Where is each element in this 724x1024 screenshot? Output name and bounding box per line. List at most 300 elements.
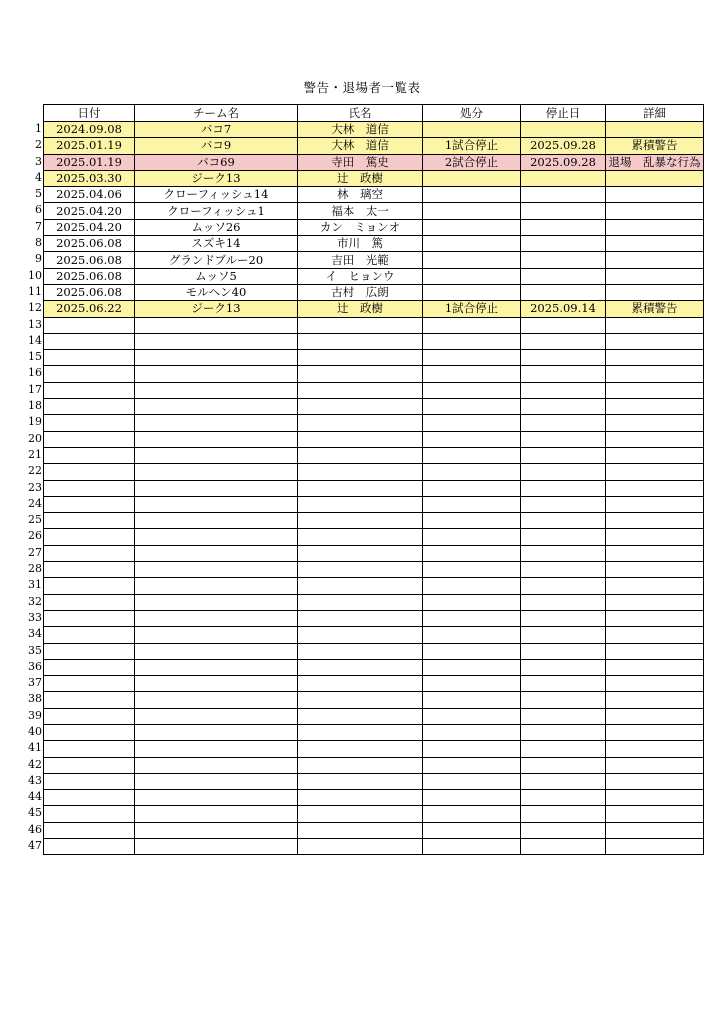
- cell-name[interactable]: カン ミョンオ: [298, 219, 423, 235]
- cell-stop-date[interactable]: [521, 578, 606, 594]
- cell-team[interactable]: [135, 545, 298, 561]
- cell-date[interactable]: [44, 610, 135, 626]
- cell-stop-date[interactable]: [521, 399, 606, 415]
- header-team: チーム名: [135, 105, 298, 122]
- cell-penalty[interactable]: [423, 268, 521, 284]
- cell-date[interactable]: [44, 627, 135, 643]
- table-row: [44, 170, 704, 186]
- cell-date[interactable]: [44, 350, 135, 366]
- cell-date[interactable]: [44, 333, 135, 349]
- cell-penalty[interactable]: [423, 806, 521, 822]
- cell-team[interactable]: [135, 708, 298, 724]
- cell-stop-date[interactable]: [521, 708, 606, 724]
- cell-detail[interactable]: [606, 464, 704, 480]
- cell-date[interactable]: [44, 415, 135, 431]
- cell-stop-date[interactable]: [521, 284, 606, 300]
- row-number: 36: [28, 659, 42, 673]
- cell-penalty[interactable]: 2試合停止: [423, 154, 521, 170]
- cell-detail[interactable]: [606, 122, 704, 138]
- row-number: 26: [28, 529, 42, 543]
- cell-stop-date[interactable]: [521, 643, 606, 659]
- cell-stop-date[interactable]: [521, 480, 606, 496]
- cell-penalty[interactable]: [423, 399, 521, 415]
- cell-detail[interactable]: [606, 627, 704, 643]
- penalty-table: [43, 104, 704, 855]
- cell-team[interactable]: ムッソ26: [135, 219, 298, 235]
- row-number: 17: [28, 382, 42, 396]
- cell-name[interactable]: 寺田 篤史: [298, 154, 423, 170]
- cell-penalty[interactable]: [423, 578, 521, 594]
- cell-name[interactable]: 大林 道信: [298, 122, 423, 138]
- cell-date[interactable]: [44, 382, 135, 398]
- cell-detail[interactable]: [606, 366, 704, 382]
- cell-stop-date[interactable]: [521, 610, 606, 626]
- cell-penalty[interactable]: [423, 480, 521, 496]
- cell-name[interactable]: 辻 政樹: [298, 170, 423, 186]
- cell-team[interactable]: [135, 806, 298, 822]
- cell-name[interactable]: [298, 822, 423, 838]
- cell-team[interactable]: クローフィッシュ14: [135, 187, 298, 203]
- cell-detail[interactable]: [606, 757, 704, 773]
- table-row: [44, 268, 704, 284]
- cell-penalty[interactable]: [423, 317, 521, 333]
- cell-stop-date[interactable]: [521, 659, 606, 675]
- cell-name[interactable]: [298, 757, 423, 773]
- cell-date[interactable]: [44, 806, 135, 822]
- cell-detail[interactable]: [606, 659, 704, 675]
- table-row: [44, 839, 704, 855]
- cell-detail[interactable]: [606, 252, 704, 268]
- cell-date[interactable]: [44, 659, 135, 675]
- cell-team[interactable]: [135, 822, 298, 838]
- cell-detail[interactable]: [606, 676, 704, 692]
- cell-date[interactable]: 2025.06.22: [44, 301, 135, 317]
- cell-name[interactable]: [298, 806, 423, 822]
- cell-stop-date[interactable]: [521, 545, 606, 561]
- cell-name[interactable]: [298, 317, 423, 333]
- cell-penalty[interactable]: [423, 822, 521, 838]
- cell-stop-date[interactable]: 2025.09.28: [521, 138, 606, 154]
- cell-detail[interactable]: [606, 203, 704, 219]
- row-number: 6: [35, 203, 42, 217]
- row-number: 11: [28, 284, 42, 298]
- cell-team[interactable]: モルヘン40: [135, 284, 298, 300]
- cell-name[interactable]: [298, 594, 423, 610]
- cell-date[interactable]: [44, 692, 135, 708]
- cell-penalty[interactable]: [423, 659, 521, 675]
- cell-name[interactable]: 吉田 光範: [298, 252, 423, 268]
- cell-stop-date[interactable]: [521, 676, 606, 692]
- cell-penalty[interactable]: [423, 643, 521, 659]
- table-row: [44, 790, 704, 806]
- cell-detail[interactable]: [606, 170, 704, 186]
- row-number: 42: [28, 757, 42, 771]
- cell-date[interactable]: [44, 513, 135, 529]
- cell-name[interactable]: [298, 562, 423, 578]
- cell-date[interactable]: [44, 578, 135, 594]
- cell-date[interactable]: [44, 447, 135, 463]
- cell-penalty[interactable]: [423, 708, 521, 724]
- cell-date[interactable]: 2024.09.08: [44, 122, 135, 138]
- cell-detail[interactable]: [606, 382, 704, 398]
- cell-detail[interactable]: [606, 790, 704, 806]
- cell-penalty[interactable]: [423, 464, 521, 480]
- cell-name[interactable]: [298, 708, 423, 724]
- cell-date[interactable]: [44, 790, 135, 806]
- table-row: [44, 708, 704, 724]
- cell-penalty[interactable]: [423, 839, 521, 855]
- cell-stop-date[interactable]: [521, 627, 606, 643]
- cell-stop-date[interactable]: [521, 187, 606, 203]
- cell-name[interactable]: 市川 篤: [298, 236, 423, 252]
- cell-detail[interactable]: [606, 708, 704, 724]
- cell-detail[interactable]: [606, 839, 704, 855]
- cell-team[interactable]: [135, 382, 298, 398]
- cell-date[interactable]: 2025.01.19: [44, 138, 135, 154]
- cell-stop-date[interactable]: [521, 790, 606, 806]
- cell-team[interactable]: バコ69: [135, 154, 298, 170]
- cell-penalty[interactable]: [423, 203, 521, 219]
- cell-stop-date[interactable]: [521, 366, 606, 382]
- row-number: 21: [28, 447, 42, 461]
- cell-detail[interactable]: [606, 545, 704, 561]
- cell-penalty[interactable]: [423, 431, 521, 447]
- cell-detail[interactable]: [606, 236, 704, 252]
- row-number: 3: [35, 154, 42, 168]
- cell-stop-date[interactable]: [521, 236, 606, 252]
- cell-team[interactable]: [135, 839, 298, 855]
- cell-detail[interactable]: [606, 724, 704, 740]
- cell-penalty[interactable]: [423, 170, 521, 186]
- cell-stop-date[interactable]: [521, 431, 606, 447]
- cell-team[interactable]: [135, 464, 298, 480]
- cell-penalty[interactable]: [423, 382, 521, 398]
- cell-team[interactable]: バコ9: [135, 138, 298, 154]
- cell-penalty[interactable]: [423, 447, 521, 463]
- cell-team[interactable]: [135, 610, 298, 626]
- cell-date[interactable]: [44, 529, 135, 545]
- cell-penalty[interactable]: [423, 741, 521, 757]
- cell-date[interactable]: 2025.06.08: [44, 252, 135, 268]
- cell-penalty[interactable]: [423, 122, 521, 138]
- cell-name[interactable]: [298, 578, 423, 594]
- cell-name[interactable]: [298, 692, 423, 708]
- cell-team[interactable]: [135, 741, 298, 757]
- cell-detail[interactable]: [606, 643, 704, 659]
- cell-penalty[interactable]: [423, 236, 521, 252]
- cell-stop-date[interactable]: 2025.09.14: [521, 301, 606, 317]
- cell-penalty[interactable]: [423, 545, 521, 561]
- cell-date[interactable]: 2025.06.08: [44, 284, 135, 300]
- row-number: 24: [28, 496, 42, 510]
- cell-stop-date[interactable]: [521, 773, 606, 789]
- cell-detail[interactable]: [606, 333, 704, 349]
- cell-name[interactable]: [298, 610, 423, 626]
- cell-date[interactable]: [44, 594, 135, 610]
- cell-name[interactable]: [298, 659, 423, 675]
- cell-stop-date[interactable]: [521, 122, 606, 138]
- cell-date[interactable]: 2025.03.30: [44, 170, 135, 186]
- cell-name[interactable]: [298, 529, 423, 545]
- cell-stop-date[interactable]: [521, 741, 606, 757]
- cell-date[interactable]: 2025.04.06: [44, 187, 135, 203]
- cell-penalty[interactable]: [423, 692, 521, 708]
- cell-name[interactable]: 辻 政樹: [298, 301, 423, 317]
- cell-detail[interactable]: [606, 806, 704, 822]
- cell-penalty[interactable]: [423, 562, 521, 578]
- cell-date[interactable]: 2025.01.19: [44, 154, 135, 170]
- cell-stop-date[interactable]: [521, 170, 606, 186]
- cell-name[interactable]: 古村 広朗: [298, 284, 423, 300]
- cell-team[interactable]: [135, 415, 298, 431]
- cell-detail[interactable]: [606, 399, 704, 415]
- cell-name[interactable]: [298, 676, 423, 692]
- cell-team[interactable]: [135, 317, 298, 333]
- cell-name[interactable]: [298, 724, 423, 740]
- row-number: 45: [28, 806, 42, 820]
- cell-date[interactable]: [44, 366, 135, 382]
- cell-detail[interactable]: [606, 317, 704, 333]
- cell-detail[interactable]: [606, 594, 704, 610]
- cell-name[interactable]: [298, 399, 423, 415]
- cell-name[interactable]: [298, 513, 423, 529]
- cell-detail[interactable]: [606, 415, 704, 431]
- row-number: 14: [28, 333, 42, 347]
- cell-name[interactable]: [298, 643, 423, 659]
- cell-date[interactable]: 2025.04.20: [44, 219, 135, 235]
- cell-detail[interactable]: [606, 496, 704, 512]
- cell-detail[interactable]: [606, 284, 704, 300]
- cell-stop-date[interactable]: [521, 496, 606, 512]
- cell-stop-date[interactable]: [521, 350, 606, 366]
- cell-stop-date[interactable]: [521, 594, 606, 610]
- cell-date[interactable]: [44, 676, 135, 692]
- cell-name[interactable]: イ ヒョンウ: [298, 268, 423, 284]
- cell-penalty[interactable]: [423, 415, 521, 431]
- cell-detail[interactable]: 累積警告: [606, 138, 704, 154]
- cell-date[interactable]: [44, 431, 135, 447]
- cell-team[interactable]: [135, 333, 298, 349]
- cell-date[interactable]: [44, 757, 135, 773]
- cell-stop-date[interactable]: [521, 562, 606, 578]
- cell-team[interactable]: [135, 366, 298, 382]
- table-row: [44, 529, 704, 545]
- cell-name[interactable]: [298, 839, 423, 855]
- cell-date[interactable]: [44, 741, 135, 757]
- cell-team[interactable]: [135, 529, 298, 545]
- cell-name[interactable]: [298, 545, 423, 561]
- cell-name[interactable]: [298, 382, 423, 398]
- cell-name[interactable]: [298, 480, 423, 496]
- cell-penalty[interactable]: [423, 513, 521, 529]
- row-number: 23: [28, 480, 42, 494]
- cell-team[interactable]: ジーク13: [135, 170, 298, 186]
- cell-penalty[interactable]: 1試合停止: [423, 301, 521, 317]
- cell-stop-date[interactable]: [521, 529, 606, 545]
- cell-detail[interactable]: [606, 431, 704, 447]
- cell-date[interactable]: [44, 480, 135, 496]
- cell-team[interactable]: [135, 627, 298, 643]
- cell-team[interactable]: [135, 513, 298, 529]
- cell-penalty[interactable]: [423, 594, 521, 610]
- cell-penalty[interactable]: [423, 627, 521, 643]
- row-number: 16: [28, 366, 42, 380]
- cell-date[interactable]: [44, 643, 135, 659]
- cell-name[interactable]: [298, 790, 423, 806]
- cell-penalty[interactable]: [423, 187, 521, 203]
- cell-detail[interactable]: [606, 513, 704, 529]
- cell-penalty[interactable]: [423, 366, 521, 382]
- cell-team[interactable]: [135, 496, 298, 512]
- cell-name[interactable]: 大林 道信: [298, 138, 423, 154]
- cell-stop-date[interactable]: [521, 382, 606, 398]
- cell-stop-date[interactable]: [521, 839, 606, 855]
- cell-name[interactable]: [298, 773, 423, 789]
- cell-team[interactable]: [135, 643, 298, 659]
- page-title: 警告・退場者一覧表: [303, 80, 421, 95]
- cell-team[interactable]: グランドブルー20: [135, 252, 298, 268]
- cell-team[interactable]: [135, 659, 298, 675]
- cell-penalty[interactable]: [423, 350, 521, 366]
- row-number: 10: [28, 268, 42, 282]
- cell-date[interactable]: 2025.06.08: [44, 236, 135, 252]
- cell-name[interactable]: 林 璃空: [298, 187, 423, 203]
- cell-stop-date[interactable]: [521, 415, 606, 431]
- cell-detail[interactable]: [606, 610, 704, 626]
- cell-team[interactable]: [135, 399, 298, 415]
- cell-stop-date[interactable]: [521, 513, 606, 529]
- cell-penalty[interactable]: [423, 773, 521, 789]
- cell-team[interactable]: [135, 480, 298, 496]
- cell-stop-date[interactable]: [521, 447, 606, 463]
- cell-date[interactable]: [44, 562, 135, 578]
- cell-date[interactable]: 2025.04.20: [44, 203, 135, 219]
- cell-team[interactable]: スズキ14: [135, 236, 298, 252]
- cell-detail[interactable]: [606, 187, 704, 203]
- cell-penalty[interactable]: [423, 219, 521, 235]
- cell-team[interactable]: [135, 447, 298, 463]
- cell-penalty[interactable]: [423, 610, 521, 626]
- cell-name[interactable]: [298, 464, 423, 480]
- cell-stop-date[interactable]: [521, 724, 606, 740]
- cell-detail[interactable]: [606, 268, 704, 284]
- cell-penalty[interactable]: [423, 529, 521, 545]
- row-number: 15: [28, 350, 42, 364]
- cell-team[interactable]: [135, 676, 298, 692]
- cell-team[interactable]: [135, 790, 298, 806]
- table-row: [44, 431, 704, 447]
- cell-name[interactable]: [298, 415, 423, 431]
- cell-detail[interactable]: [606, 480, 704, 496]
- cell-detail[interactable]: [606, 741, 704, 757]
- cell-team[interactable]: [135, 431, 298, 447]
- cell-stop-date[interactable]: [521, 692, 606, 708]
- cell-team[interactable]: ムッソ5: [135, 268, 298, 284]
- cell-name[interactable]: [298, 447, 423, 463]
- cell-stop-date[interactable]: [521, 317, 606, 333]
- cell-team[interactable]: ジーク13: [135, 301, 298, 317]
- cell-name[interactable]: [298, 366, 423, 382]
- cell-stop-date[interactable]: [521, 268, 606, 284]
- cell-date[interactable]: [44, 773, 135, 789]
- cell-penalty[interactable]: [423, 790, 521, 806]
- cell-stop-date[interactable]: [521, 464, 606, 480]
- cell-name[interactable]: [298, 496, 423, 512]
- cell-date[interactable]: [44, 399, 135, 415]
- table-row: [44, 480, 704, 496]
- cell-stop-date[interactable]: [521, 333, 606, 349]
- cell-penalty[interactable]: [423, 724, 521, 740]
- cell-detail[interactable]: [606, 562, 704, 578]
- cell-date[interactable]: [44, 822, 135, 838]
- cell-date[interactable]: [44, 724, 135, 740]
- cell-team[interactable]: [135, 350, 298, 366]
- cell-detail[interactable]: [606, 578, 704, 594]
- cell-detail[interactable]: [606, 447, 704, 463]
- cell-date[interactable]: [44, 545, 135, 561]
- cell-stop-date[interactable]: [521, 757, 606, 773]
- cell-stop-date[interactable]: [521, 203, 606, 219]
- cell-detail[interactable]: [606, 822, 704, 838]
- cell-penalty[interactable]: [423, 284, 521, 300]
- cell-date[interactable]: [44, 839, 135, 855]
- cell-detail[interactable]: [606, 219, 704, 235]
- cell-detail[interactable]: 退場 乱暴な行為: [606, 154, 704, 170]
- cell-date[interactable]: [44, 464, 135, 480]
- cell-name[interactable]: [298, 333, 423, 349]
- cell-detail[interactable]: [606, 773, 704, 789]
- table-row: [44, 382, 704, 398]
- cell-penalty[interactable]: [423, 252, 521, 268]
- cell-team[interactable]: [135, 594, 298, 610]
- cell-date[interactable]: [44, 317, 135, 333]
- cell-penalty[interactable]: [423, 676, 521, 692]
- cell-stop-date[interactable]: [521, 822, 606, 838]
- cell-penalty[interactable]: [423, 496, 521, 512]
- table-row: [44, 187, 704, 203]
- cell-name[interactable]: 福本 太一: [298, 203, 423, 219]
- cell-date[interactable]: [44, 708, 135, 724]
- table-row: [44, 773, 704, 789]
- table-row: [44, 350, 704, 366]
- cell-name[interactable]: [298, 627, 423, 643]
- cell-team[interactable]: [135, 757, 298, 773]
- cell-team[interactable]: バコ7: [135, 122, 298, 138]
- cell-team[interactable]: [135, 578, 298, 594]
- cell-team[interactable]: [135, 724, 298, 740]
- cell-name[interactable]: [298, 431, 423, 447]
- cell-detail[interactable]: [606, 350, 704, 366]
- cell-detail[interactable]: [606, 692, 704, 708]
- cell-name[interactable]: [298, 741, 423, 757]
- cell-team[interactable]: [135, 692, 298, 708]
- cell-stop-date[interactable]: [521, 806, 606, 822]
- cell-stop-date[interactable]: 2025.09.28: [521, 154, 606, 170]
- cell-date[interactable]: 2025.06.08: [44, 268, 135, 284]
- cell-detail[interactable]: 累積警告: [606, 301, 704, 317]
- cell-detail[interactable]: [606, 529, 704, 545]
- cell-stop-date[interactable]: [521, 252, 606, 268]
- cell-team[interactable]: [135, 773, 298, 789]
- cell-team[interactable]: クローフィッシュ1: [135, 203, 298, 219]
- cell-stop-date[interactable]: [521, 219, 606, 235]
- cell-penalty[interactable]: 1試合停止: [423, 138, 521, 154]
- cell-date[interactable]: [44, 496, 135, 512]
- cell-name[interactable]: [298, 350, 423, 366]
- cell-penalty[interactable]: [423, 333, 521, 349]
- cell-team[interactable]: [135, 562, 298, 578]
- cell-penalty[interactable]: [423, 757, 521, 773]
